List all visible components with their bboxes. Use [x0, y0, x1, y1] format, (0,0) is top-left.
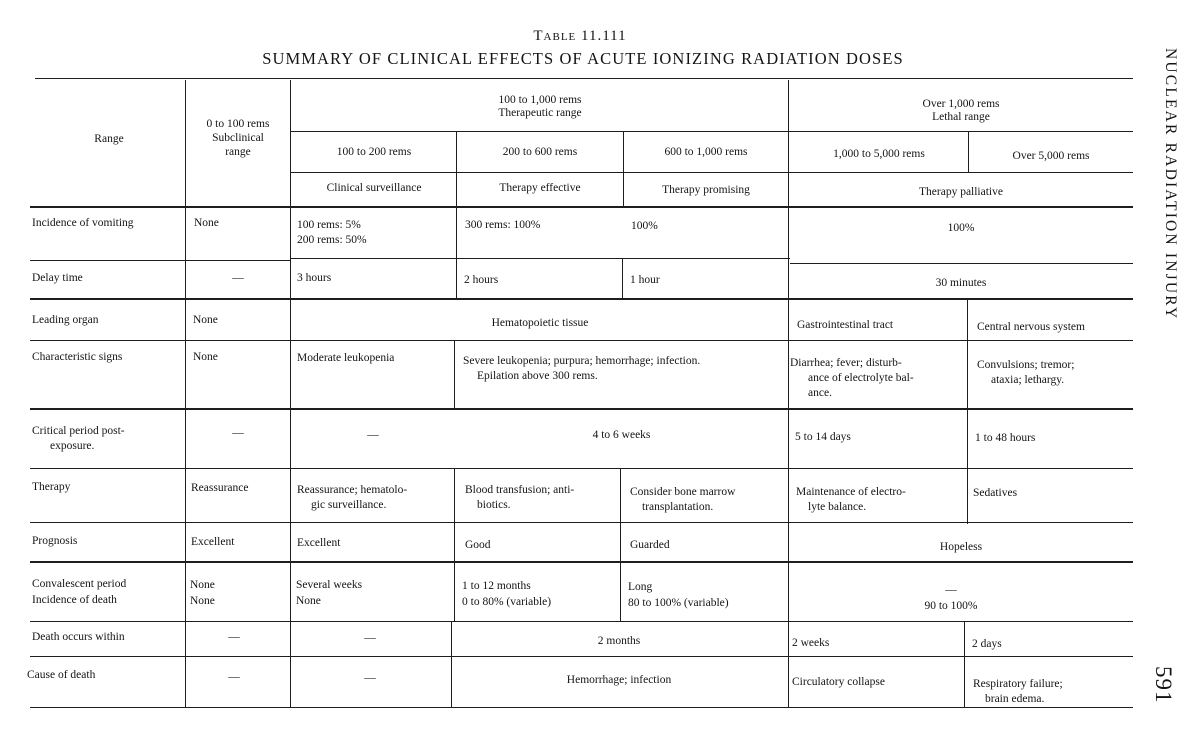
therapy-100-200-line1: Reassurance; hematolo- [297, 484, 408, 496]
therapy-subclinical: Reassurance [191, 482, 249, 494]
therapy-over-5000: Sedatives [973, 487, 1018, 499]
convalescent-600-1000-line1: Long [628, 581, 653, 593]
signs-over-5000-line2: ataxia; lethargy. [991, 374, 1065, 386]
delay-600-1000: 1 hour [630, 274, 660, 286]
row-label-critical [32, 424, 125, 454]
row-label-cause: Cause of death [27, 669, 96, 681]
signs-over-5000 [977, 358, 1074, 388]
rule-vomiting-right [790, 263, 1133, 264]
prognosis-lethal: Hopeless [939, 541, 983, 553]
signs-200-1000-line2: Epilation above 300 rems. [477, 370, 598, 382]
therapy-1000-5000-line1: Maintenance of electro- [796, 486, 906, 498]
convalescent-subclinical-line2: None [190, 595, 215, 607]
row-label-vomiting: Incidence of vomiting [32, 217, 134, 229]
critical-100-200: — [367, 429, 379, 441]
col-rule-lethal [788, 80, 789, 707]
header-subclinical-line1: 0 to 100 rems [206, 118, 270, 130]
vomiting-lethal: 100% [947, 222, 975, 234]
header-therapeutic-line1: 100 to 1,000 rems [498, 94, 582, 106]
row-label-convalescent-line2: Incidence of death [32, 594, 117, 606]
therapy-1000-5000 [796, 485, 906, 515]
death-within-over-5000: 2 days [972, 638, 1002, 650]
header-lethal-line1: Over 1,000 rems [922, 98, 1000, 110]
rule-dose-group [291, 131, 1133, 132]
header-lethal [790, 98, 1132, 124]
vomiting-subclinical: None [194, 217, 219, 229]
rule-convalescent [30, 621, 1133, 622]
row-label-prognosis: Prognosis [32, 535, 78, 547]
cause-subclinical: — [228, 671, 240, 683]
row-label-signs: Characteristic signs [32, 351, 123, 363]
cause-200-1000: Hemorrhage; infection [566, 674, 672, 686]
prognosis-200-600: Good [465, 539, 491, 551]
header-lethal-line2: Lethal range [932, 111, 990, 123]
table-title: SUMMARY OF CLINICAL EFFECTS OF ACUTE IONIZING RADIATION DOSES [262, 49, 904, 68]
prognosis-100-200: Excellent [297, 537, 341, 549]
convalescent-600-1000-line2: 80 to 100% (variable) [628, 597, 729, 609]
death-within-200-1000: 2 months [597, 635, 641, 647]
therapy-1000-5000-line2: lyte balance. [808, 501, 867, 513]
therapy-200-600-line1: Blood transfusion; anti- [465, 484, 575, 496]
page-number: 591 [1151, 666, 1176, 704]
critical-1000-5000: 5 to 14 days [795, 431, 851, 443]
row-label-organ: Leading organ [32, 314, 99, 326]
rule-bottom [30, 707, 1133, 708]
rule-vomiting-left [30, 260, 290, 261]
signs-1000-5000-line2: ance of electrolyte bal- [808, 372, 914, 384]
critical-over-5000: 1 to 48 hours [975, 432, 1036, 444]
signs-200-1000 [463, 354, 700, 384]
convalescent-subclinical-line1: None [190, 579, 215, 591]
col-rule-range [185, 80, 186, 707]
convalescent-100-200 [296, 577, 362, 609]
header-therapy-palliative: Therapy palliative [919, 186, 1003, 198]
rule-vomiting [290, 258, 790, 259]
rule-dose-sub [291, 172, 1133, 173]
critical-200-1000: 4 to 6 weeks [592, 429, 651, 441]
header-therapeutic-line2: Therapeutic range [498, 107, 582, 119]
therapy-200-600-line2: biotics. [477, 499, 511, 511]
cause-over-5000 [973, 677, 1063, 707]
col-rule-subclinical [290, 80, 291, 707]
col-rule-5000-c [964, 622, 965, 708]
signs-100-200: Moderate leukopenia [297, 352, 395, 364]
header-subclinical [187, 117, 289, 159]
cause-100-200: — [364, 672, 376, 684]
signs-1000-5000 [790, 356, 914, 401]
delay-subclinical: — [232, 272, 244, 284]
header-clinical-surveillance: Clinical surveillance [326, 182, 422, 194]
convalescent-subclinical [190, 577, 215, 609]
header-subclinical-line3: range [225, 146, 251, 158]
prognosis-600-1000: Guarded [630, 539, 670, 551]
therapy-100-200-line2: gic surveillance. [311, 499, 387, 511]
running-head: NUCLEAR RADIATION INJURY [1162, 48, 1179, 321]
col-rule-5000-b [967, 300, 968, 524]
signs-1000-5000-line3: ance. [808, 387, 832, 399]
header-dose-100-200: 100 to 200 rems [336, 146, 412, 158]
row-label-therapy: Therapy [32, 481, 71, 493]
organ-1000-5000: Gastrointestinal tract [797, 319, 894, 331]
convalescent-100-200-line1: Several weeks [296, 579, 363, 591]
header-therapeutic [292, 94, 788, 120]
cause-1000-5000: Circulatory collapse [792, 676, 885, 688]
header-subclinical-line2: Subclinical [212, 132, 264, 144]
header-range: Range [94, 133, 124, 145]
death-within-1000-5000: 2 weeks [792, 637, 830, 649]
row-label-delay: Delay time [32, 272, 83, 284]
organ-therapeutic: Hematopoietic tissue [491, 317, 589, 329]
row-label-critical-line1: Critical period post- [32, 425, 125, 437]
convalescent-lethal [790, 582, 1112, 614]
header-dose-1000-5000: 1,000 to 5,000 rems [833, 148, 925, 160]
vomiting-600-1000: 100% [631, 220, 658, 232]
cause-over-5000-line2: brain edema. [985, 693, 1045, 705]
organ-subclinical: None [193, 314, 218, 326]
signs-subclinical: None [193, 351, 218, 363]
organ-over-5000: Central nervous system [977, 321, 1085, 333]
col-rule-200-c [454, 468, 455, 621]
header-dose-200-600: 200 to 600 rems [502, 146, 578, 158]
vomiting-100-200-line1: 100 rems: 5% [297, 219, 361, 231]
row-label-convalescent-line1: Convalescent period [32, 578, 127, 590]
convalescent-lethal-line2: 90 to 100% [924, 600, 978, 612]
convalescent-600-1000 [628, 579, 729, 611]
therapy-100-200 [297, 483, 407, 513]
therapy-600-1000-line1: Consider bone marrow [630, 486, 736, 498]
header-dose-600-1000: 600 to 1,000 rems [664, 146, 748, 158]
header-dose-over-5000: Over 5,000 rems [1012, 150, 1090, 162]
convalescent-lethal-line1: — [945, 584, 957, 596]
row-label-critical-line2: exposure. [50, 440, 95, 452]
prognosis-subclinical: Excellent [191, 536, 235, 548]
signs-over-5000-line1: Convulsions; tremor; [977, 359, 1075, 371]
rule-death-within [30, 656, 1133, 657]
signs-1000-5000-line1: Diarrhea; fever; disturb- [790, 357, 902, 369]
vomiting-200-600: 300 rems: 100% [465, 219, 541, 231]
rule-top [35, 78, 1133, 79]
death-within-subclinical: — [228, 631, 240, 643]
delay-100-200: 3 hours [297, 272, 332, 284]
col-rule-200-b [454, 340, 455, 410]
rule-prognosis [30, 561, 1133, 563]
col-rule-600-c [620, 468, 621, 621]
vomiting-100-200-line2: 200 rems: 50% [297, 234, 367, 246]
death-within-100-200: — [364, 632, 376, 644]
critical-subclinical: — [232, 427, 244, 439]
vomiting-100-200 [297, 218, 367, 248]
therapy-200-600 [465, 483, 574, 513]
convalescent-200-600 [462, 578, 551, 610]
therapy-600-1000-line2: transplantation. [642, 501, 714, 513]
delay-200-600: 2 hours [464, 274, 499, 286]
table-label: Table 11.111 [533, 28, 627, 44]
delay-lethal: 30 minutes [935, 277, 987, 289]
rule-header-bottom [30, 206, 1133, 208]
cause-over-5000-line1: Respiratory failure; [973, 678, 1063, 690]
header-therapy-promising: Therapy promising [662, 184, 750, 196]
col-rule-600-b [622, 258, 623, 298]
convalescent-100-200-line2: None [296, 595, 321, 607]
convalescent-200-600-line1: 1 to 12 months [462, 580, 531, 592]
therapy-600-1000 [630, 485, 735, 515]
signs-200-1000-line1: Severe leukopenia; purpura; hemorrhage; infection. [463, 355, 701, 367]
header-therapy-effective: Therapy effective [499, 182, 581, 194]
row-label-convalescent [32, 576, 126, 608]
row-label-death-within: Death occurs within [32, 631, 125, 643]
convalescent-200-600-line2: 0 to 80% (variable) [462, 596, 552, 608]
